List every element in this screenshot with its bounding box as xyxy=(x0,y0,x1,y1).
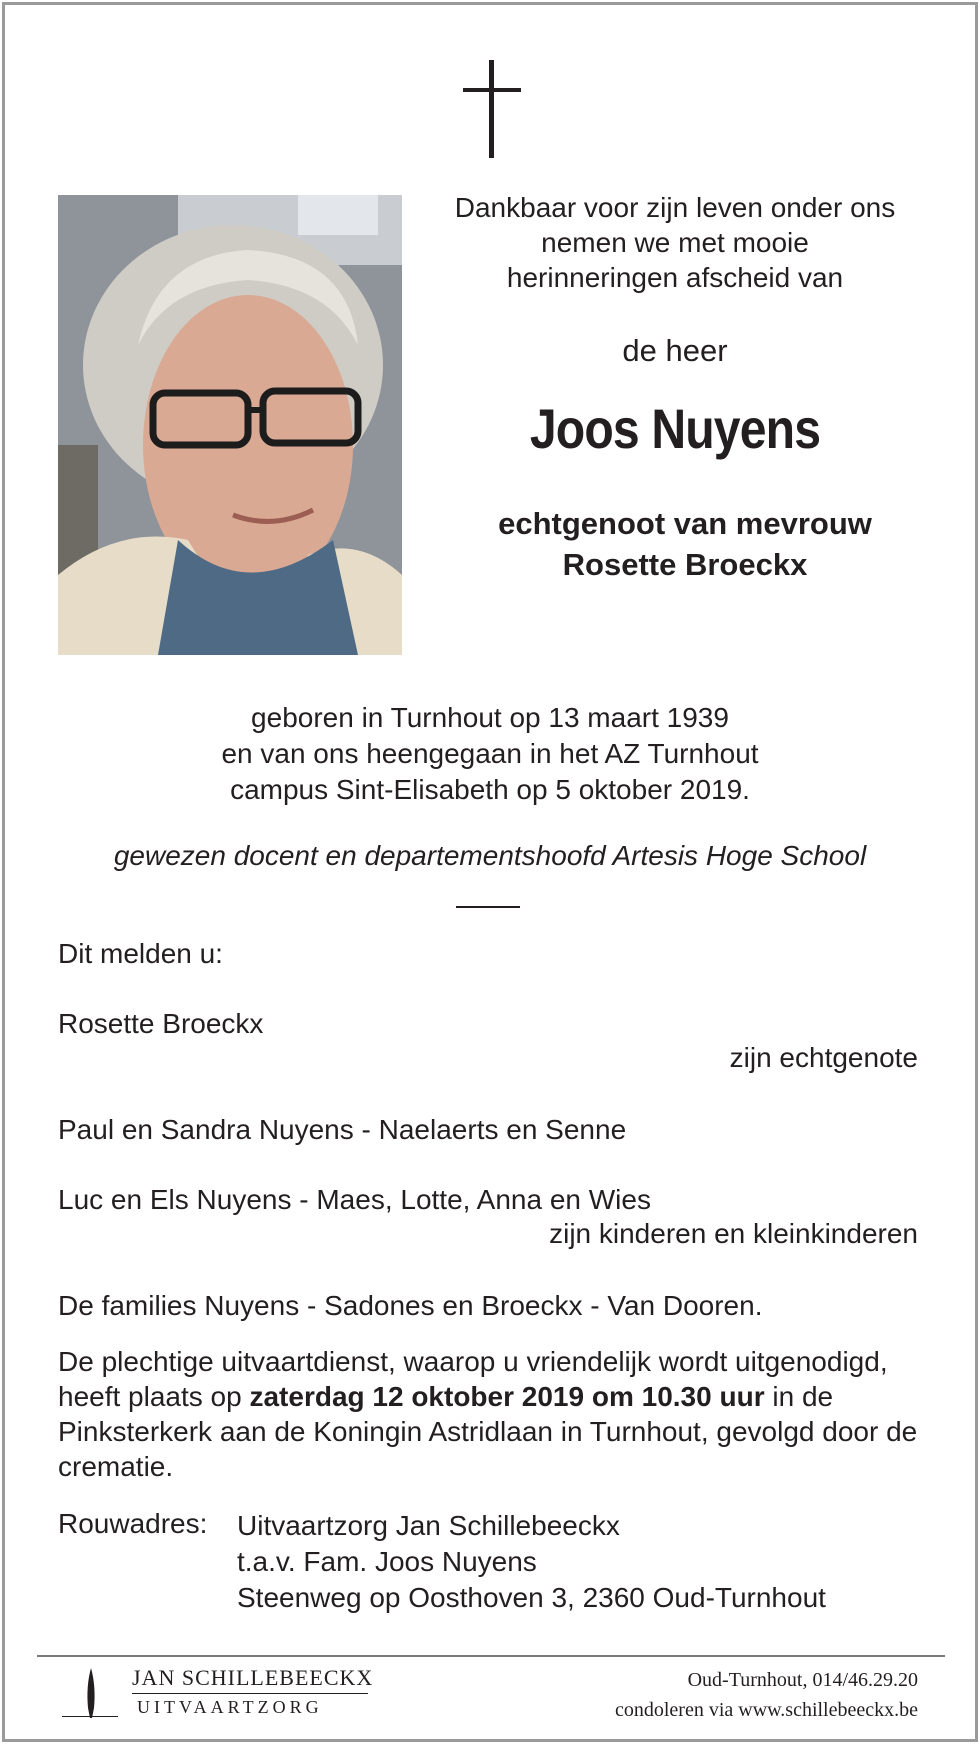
address-label: Rouwadres: xyxy=(58,1508,208,1539)
family-children-role: zijn kinderen en kleinkinderen xyxy=(549,1218,918,1249)
career-text: gewezen docent en departementshoofd Artesis Hoge School xyxy=(113,840,867,871)
logo-base-line xyxy=(62,1716,118,1717)
family-child-2: Luc en Els Nuyens - Maes, Lotte, Anna en Wies xyxy=(58,1184,651,1215)
born-line: en van ons heengegaan in het AZ Turnhout xyxy=(221,738,759,769)
footer-rule xyxy=(37,1655,945,1657)
intro-line: nemen we met mooie xyxy=(541,227,809,258)
intro-line: herinneringen afscheid van xyxy=(506,262,844,293)
title-prefix: de heer xyxy=(622,333,728,368)
spouse-line: echtgenoot van mevrouw xyxy=(498,506,872,541)
family-spouse-name: Rosette Broeckx xyxy=(58,1008,264,1039)
portrait-photo xyxy=(58,195,402,655)
brand-rule xyxy=(132,1693,368,1694)
divider xyxy=(456,906,520,908)
service-text xyxy=(58,1344,928,1484)
family-child-1: Paul en Sandra Nuyens - Naelaerts en Senne xyxy=(58,1114,627,1145)
cross-icon xyxy=(463,60,523,158)
deceased-name: Joos Nuyens xyxy=(529,397,821,460)
service-date-time: zaterdag 12 oktober 2019 om 10.30 uur xyxy=(249,1381,765,1412)
brand-name: JAN SCHILLEBEECKX xyxy=(132,1665,374,1690)
address-line: t.a.v. Fam. Joos Nuyens xyxy=(237,1546,537,1577)
footer-phone: Oud-Turnhout, 014/46.29.20 xyxy=(687,1669,918,1691)
birth-death-text xyxy=(40,700,940,808)
spouse-line: Rosette Broeckx xyxy=(562,547,808,582)
service-part-1: De plechtige uitvaartdienst, waarop u vriendelijk wordt uitgenodigd, heeft plaats op xyxy=(58,1346,888,1412)
families-text: De families Nuyens - Sadones en Broeckx - Van Dooren. xyxy=(58,1290,763,1321)
intro-line: Dankbaar voor zijn leven onder ons xyxy=(454,192,896,223)
intro-text xyxy=(420,190,930,295)
family-spouse-role: zijn echtgenote xyxy=(729,1042,918,1073)
brand-subtitle: UITVAARTZORG xyxy=(137,1697,323,1717)
address-lines xyxy=(237,1508,826,1616)
service-part-2: in de Pinksterkerk aan de Koningin Astridlaan in Turnhout, gevolgd door de crematie. xyxy=(58,1381,918,1482)
footer-contact xyxy=(615,1665,918,1725)
cypress-tree-icon xyxy=(84,1668,98,1718)
announce-text: Dit melden u: xyxy=(58,938,223,969)
footer-website: condoleren via www.schillebeeckx.be xyxy=(614,1699,918,1721)
born-line: geboren in Turnhout op 13 maart 1939 xyxy=(251,702,729,733)
spouse-text xyxy=(420,503,950,585)
address-line: Steenweg op Oosthoven 3, 2360 Oud-Turnhout xyxy=(237,1582,826,1613)
born-line: campus Sint-Elisabeth op 5 oktober 2019. xyxy=(230,774,750,805)
address-line: Uitvaartzorg Jan Schillebeeckx xyxy=(237,1510,620,1541)
